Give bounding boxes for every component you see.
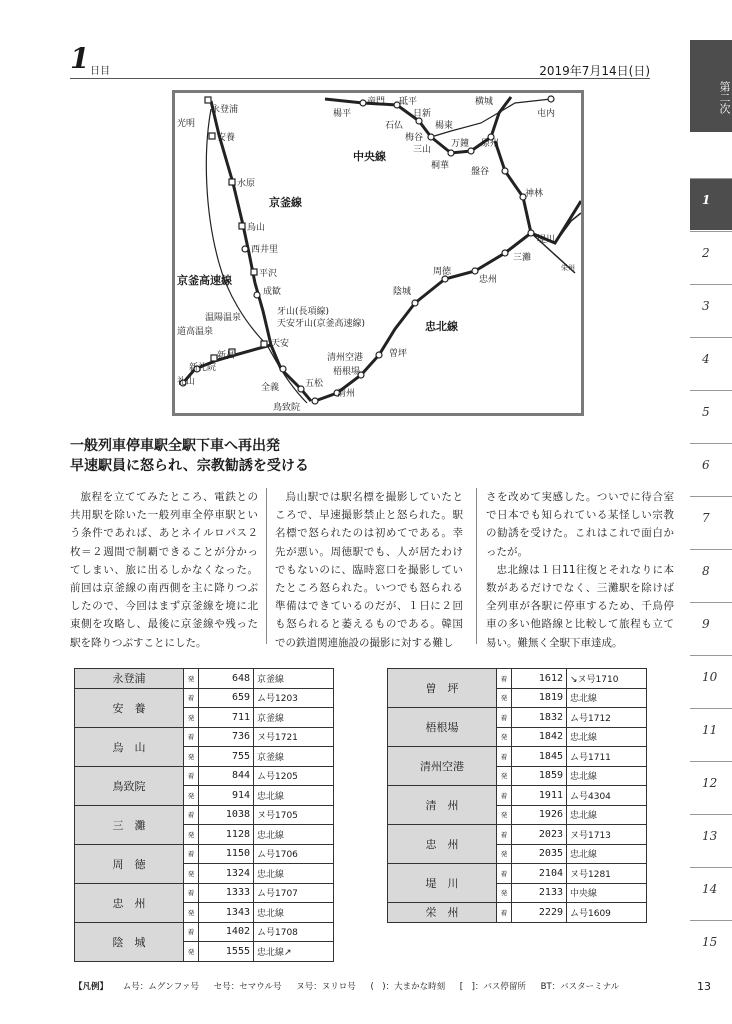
timetable-row	[75, 805, 334, 825]
station-marker	[312, 398, 318, 404]
body-paragraph: 忠北線は１日11往復とそれなりに本数があるだけでなく、三灘駅を除けば全列車が各駅に停車するため、千鳥停車の多い他路線と比較して旅程も立て易い。難無く全駅下車達成。	[486, 563, 674, 649]
station-marker	[254, 292, 260, 298]
arr-dep-mark: 着	[184, 844, 199, 864]
train-cell: ム号1609	[567, 903, 647, 923]
map-label-ilsin: 日新	[413, 109, 432, 119]
arr-dep-mark: 着	[184, 727, 199, 747]
timetable-row	[388, 747, 647, 767]
column-divider	[476, 488, 477, 644]
time-cell: 1038	[199, 805, 254, 825]
time-cell: 1128	[199, 825, 254, 845]
train-cell: 忠北線	[567, 688, 647, 708]
map-label-suwon: 水原	[237, 179, 256, 189]
train-cell: ヌ号1281	[567, 864, 647, 884]
arr-dep-mark: 発	[497, 844, 512, 864]
station-name: 烏 山	[75, 727, 184, 766]
arr-dep-mark: 発	[184, 786, 199, 806]
time-cell: 1911	[512, 786, 567, 806]
column-divider	[266, 488, 267, 644]
header-rule	[70, 78, 650, 79]
trip-date: 2019年7月14日(日)	[539, 64, 650, 78]
map-label-jeonui: 全義	[261, 383, 280, 393]
page-number: 13	[697, 980, 711, 993]
train-cell: ム号1205	[254, 766, 334, 786]
train-cell: ヌ号1721	[254, 727, 334, 747]
timetable-row	[388, 903, 647, 923]
train-cell: ム号4304	[567, 786, 647, 806]
map-label-yangdong: 楊東	[435, 121, 454, 131]
body-paragraph: 烏山駅では駅名標を撮影していたところで、早速撮影禁止と怒られた。駅名標で怒られたのは初めてである。幸先が悪い。周徳駅でも、人が居たわけでもないのに、臨時窓口を撮影していたところ怒られた。いつでも怒られる準備はできているのだが、１日に２回も怒られると萎えるものである。韓国での鉄道関連施設の撮影に対する難し	[275, 491, 463, 649]
map-label-singnim: 神林	[525, 189, 544, 199]
time-cell: 736	[199, 727, 254, 747]
train-cell: ヌ号1705	[254, 805, 334, 825]
time-cell: 1859	[512, 766, 567, 786]
tab-day-4[interactable]: 4	[690, 337, 732, 389]
tab-day-1[interactable]: 1	[690, 178, 732, 230]
station-name: 鳥致院	[75, 766, 184, 805]
map-label-donghwa: 桐華	[431, 161, 450, 171]
day-number: 1	[70, 42, 90, 75]
timetable-row	[75, 727, 334, 747]
timetable-left	[74, 668, 334, 962]
map-label-yeongwol: 栄州	[561, 264, 575, 272]
map-label-yongmun: 竜門	[367, 97, 386, 107]
map-label-jeungpyeong: 曽坪	[389, 349, 408, 359]
tab-day-3[interactable]: 3	[690, 284, 732, 336]
train-cell: 京釜線	[254, 708, 334, 728]
station-marker	[209, 133, 215, 139]
timetable-right	[387, 668, 647, 923]
time-cell: 2023	[512, 825, 567, 845]
arr-dep-mark: 着	[497, 786, 512, 806]
tab-day-13[interactable]: 13	[690, 814, 732, 866]
station-marker	[412, 300, 418, 306]
legend-mu: ム号：ムグンファ号	[122, 982, 200, 992]
timetable-row	[75, 669, 334, 689]
map-label-ogeunjang: 梧根場	[333, 367, 361, 377]
map-label-dunnae: 屯内	[537, 109, 556, 119]
station-name: 安 養	[75, 688, 184, 727]
station-marker	[242, 246, 248, 252]
arr-dep-mark: 着	[497, 708, 512, 728]
time-cell: 648	[199, 669, 254, 689]
map-label-gyeongbu-line: 京釜線	[269, 196, 302, 209]
station-marker	[428, 134, 434, 140]
body-column-2	[275, 488, 463, 652]
tab-day-15[interactable]: 15	[690, 920, 732, 972]
time-cell: 1324	[199, 864, 254, 884]
legend-bt: BT：バスターミナル	[540, 982, 620, 992]
time-cell: 755	[199, 747, 254, 767]
map-label-sinchang: 新昌	[217, 351, 236, 361]
time-cell: 2133	[512, 883, 567, 903]
train-cell: 忠北線	[254, 786, 334, 806]
legend-title: 【凡例】	[74, 982, 109, 992]
station-marker	[239, 223, 245, 229]
timetable-row	[75, 766, 334, 786]
time-cell: 1612	[512, 669, 567, 689]
map-label-seonghwan: 成歓	[263, 287, 282, 297]
body-paragraph: 旅程を立ててみたところ、電鉄との共用駅を除いた一般列車全停車駅という条件であれば、あとネイルロパス２枚＝２週間で制覇できることが分かってしまい、旅に出るしかなくなった。前回は京釜線の南西側を主に降りつぶしたので、今回はまず京釜線を境に北東側を攻略し、最後に京釜線や残った駅を降りつぶすことにした。	[70, 491, 258, 649]
arr-dep-mark: 着	[497, 864, 512, 884]
train-cell: 中央線	[567, 883, 647, 903]
tab-day-8[interactable]: 8	[690, 549, 732, 601]
legend-nu: ヌ号：ヌリロ号	[296, 982, 356, 992]
time-cell: 2104	[512, 864, 567, 884]
station-name: 忠 州	[388, 825, 497, 864]
line-taebaek	[555, 213, 581, 243]
timetable-row	[388, 864, 647, 884]
time-cell: 1842	[512, 727, 567, 747]
route-map	[172, 90, 584, 416]
map-label-maneong: 万鐘	[451, 139, 470, 149]
time-cell: 1343	[199, 903, 254, 923]
station-marker	[528, 230, 534, 236]
station-name: 栄 州	[388, 903, 497, 923]
timetable-row	[388, 708, 647, 728]
train-cell: 忠北線	[567, 727, 647, 747]
time-cell: 1819	[512, 688, 567, 708]
map-label-yeongdeungpo: 永登浦	[211, 105, 239, 115]
tab-day-7[interactable]: 7	[690, 496, 732, 548]
station-marker	[548, 96, 554, 102]
arr-dep-mark: 発	[184, 942, 199, 962]
time-cell: 914	[199, 786, 254, 806]
map-label-cheongju-airport: 清州空港	[327, 353, 364, 363]
station-marker	[376, 352, 382, 358]
train-cell: 忠北線	[254, 903, 334, 923]
arr-dep-mark: 発	[184, 825, 199, 845]
map-label-seojeongni: 西井里	[251, 245, 279, 255]
map-label-samtan: 三灘	[513, 253, 532, 263]
time-cell: 2035	[512, 844, 567, 864]
body-column-1	[70, 488, 258, 652]
time-cell: 1150	[199, 844, 254, 864]
headline-line-1: 一般列車停車駅全駅下車へ再出発	[70, 438, 280, 454]
timetable-row	[388, 825, 647, 845]
arr-dep-mark: 発	[497, 883, 512, 903]
train-cell: 忠北線↗	[254, 942, 334, 962]
train-cell: 忠北線	[567, 844, 647, 864]
arr-dep-mark: 着	[497, 825, 512, 845]
map-label-samsan: 三山	[413, 145, 432, 155]
station-name: 周 徳	[75, 844, 184, 883]
map-label-sinryewon: 新礼院	[189, 363, 217, 373]
station-marker	[251, 269, 257, 275]
time-cell: 2229	[512, 903, 567, 923]
arr-dep-mark: 発	[497, 727, 512, 747]
arr-dep-mark: 発	[184, 708, 199, 728]
station-marker	[502, 168, 508, 174]
tab-day-14[interactable]: 14	[690, 867, 732, 919]
map-label-bongyang: 堤川	[537, 235, 556, 245]
map-label-jungang-line: 中央線	[353, 150, 386, 163]
map-label-seokbul: 石仏	[385, 121, 404, 131]
arr-dep-mark: 発	[497, 766, 512, 786]
arr-dep-mark: 発	[497, 688, 512, 708]
timetable-row	[75, 922, 334, 942]
station-name: 梧根場	[388, 708, 497, 747]
time-cell: 1845	[512, 747, 567, 767]
arr-dep-mark: 着	[497, 669, 512, 689]
time-cell: 1555	[199, 942, 254, 962]
arr-dep-mark: 着	[497, 747, 512, 767]
body-column-3	[486, 488, 674, 652]
station-marker	[280, 366, 286, 372]
legend-paren: ( )：大まかな時刻	[370, 982, 446, 992]
station-name: 忠 州	[75, 883, 184, 922]
timetable-row	[75, 883, 334, 903]
time-cell: 1832	[512, 708, 567, 728]
tab-day-6[interactable]: 6	[690, 443, 732, 495]
station-name: 三 灘	[75, 805, 184, 844]
arr-dep-mark: 着	[184, 883, 199, 903]
train-cell: ム号1708	[254, 922, 334, 942]
body-paragraph-continued: さを改めて実感した。ついでに待合室で日本でも知られている某怪しい宗教の勧誘を受けた。これはこれで面白かったが。	[486, 491, 674, 558]
tab-day-10[interactable]: 10	[690, 655, 732, 707]
time-cell: 1402	[199, 922, 254, 942]
tab-day-12[interactable]: 12	[690, 761, 732, 813]
timetable-row	[75, 844, 334, 864]
station-name: 堤 川	[388, 864, 497, 903]
map-label-asan: 牙山(長項線)	[277, 307, 330, 317]
arr-dep-mark: 発	[184, 903, 199, 923]
tab-day-9[interactable]: 9	[690, 602, 732, 654]
station-marker	[205, 97, 211, 103]
arr-dep-mark: 発	[184, 669, 199, 689]
time-cell: 1333	[199, 883, 254, 903]
station-name: 清州空港	[388, 747, 497, 786]
train-cell: ム号1203	[254, 688, 334, 708]
timetable-row	[388, 786, 647, 806]
legend-bracket: [ ]：バス停留所	[459, 982, 526, 992]
station-marker	[448, 150, 454, 156]
timetable-row	[388, 669, 647, 689]
map-label-eumseong: 陰城	[393, 287, 412, 297]
train-cell: 忠北線	[567, 805, 647, 825]
arr-dep-mark: 着	[497, 903, 512, 923]
arr-dep-mark: 着	[184, 805, 199, 825]
station-marker	[298, 386, 304, 392]
tab-series[interactable]: 第二次	[690, 40, 732, 132]
train-cell: ム号1712	[567, 708, 647, 728]
station-name: 曽 坪	[388, 669, 497, 708]
tab-day-2[interactable]: 2	[690, 231, 732, 283]
map-label-chungbuk-line: 忠北線	[425, 320, 458, 333]
map-label-pyeongtaek: 平沢	[259, 269, 278, 279]
station-name: 永登浦	[75, 669, 184, 689]
map-label-hoengseong: 横城	[475, 97, 494, 107]
map-label-chungju: 忠州	[479, 275, 498, 285]
station-marker	[360, 100, 366, 106]
map-label-yesan: 礼山	[177, 377, 196, 387]
train-cell: 忠北線	[567, 766, 647, 786]
arr-dep-mark: 発	[497, 805, 512, 825]
legend	[74, 980, 631, 992]
arr-dep-mark: 着	[184, 766, 199, 786]
arr-dep-mark: 着	[184, 922, 199, 942]
map-label-gyeongbu-high-speed-line: 京釜高速線	[177, 274, 232, 287]
map-label-jipyeong: 砥平	[399, 97, 418, 107]
train-cell: 忠北線	[254, 825, 334, 845]
map-label-cheonan: 天安	[271, 339, 290, 349]
train-cell: ム号1707	[254, 883, 334, 903]
map-label-wonju: 原州	[481, 139, 500, 149]
station-marker	[472, 268, 478, 274]
timetable-row	[75, 688, 334, 708]
map-label-judeok: 周徳	[433, 267, 452, 277]
map-label-onyang-oncheon: 温陽温泉	[205, 313, 242, 323]
map-label-dogo-oncheon: 道高温泉	[177, 327, 214, 337]
map-label-banggok: 盤谷	[471, 167, 490, 177]
station-marker	[261, 341, 267, 347]
train-cell: ↘ヌ号1710	[567, 669, 647, 689]
map-label-cheonan-asan: 天安牙山(京釜高速線)	[277, 319, 366, 329]
arr-dep-mark: 発	[184, 864, 199, 884]
time-cell: 659	[199, 688, 254, 708]
map-label-yangpyeong: 楊平	[333, 109, 352, 119]
map-label-osan: 烏山	[247, 223, 266, 233]
day-unit: 日目	[90, 66, 110, 77]
map-label-maegok: 梅谷	[405, 133, 424, 143]
article-headline	[70, 436, 309, 476]
map-label-ochang: 五松	[305, 379, 324, 389]
train-cell: 京釜線	[254, 747, 334, 767]
headline-line-2: 早速駅員に怒られ、宗教勧誘を受ける	[70, 458, 309, 474]
train-cell: ム号1706	[254, 844, 334, 864]
arr-dep-mark: 着	[184, 688, 199, 708]
station-name: 陰 城	[75, 922, 184, 961]
map-label-gwangmyeong: 光明	[177, 119, 196, 129]
legend-se: セ号：セマウル号	[213, 982, 282, 992]
tab-day-11[interactable]: 11	[690, 708, 732, 760]
map-label-jochiwon: 鳥致院	[273, 403, 301, 413]
station-marker	[229, 179, 235, 185]
station-marker	[502, 250, 508, 256]
time-cell: 844	[199, 766, 254, 786]
train-cell: ム号1711	[567, 747, 647, 767]
map-label-cheongju: 清州	[337, 389, 356, 399]
train-cell: 京釜線	[254, 669, 334, 689]
arr-dep-mark: 発	[184, 747, 199, 767]
train-cell: ヌ号1713	[567, 825, 647, 845]
time-cell: 711	[199, 708, 254, 728]
tab-day-5[interactable]: 5	[690, 390, 732, 442]
station-name: 清 州	[388, 786, 497, 825]
time-cell: 1926	[512, 805, 567, 825]
map-label-anyang: 安養	[217, 133, 236, 143]
train-cell: 忠北線	[254, 864, 334, 884]
